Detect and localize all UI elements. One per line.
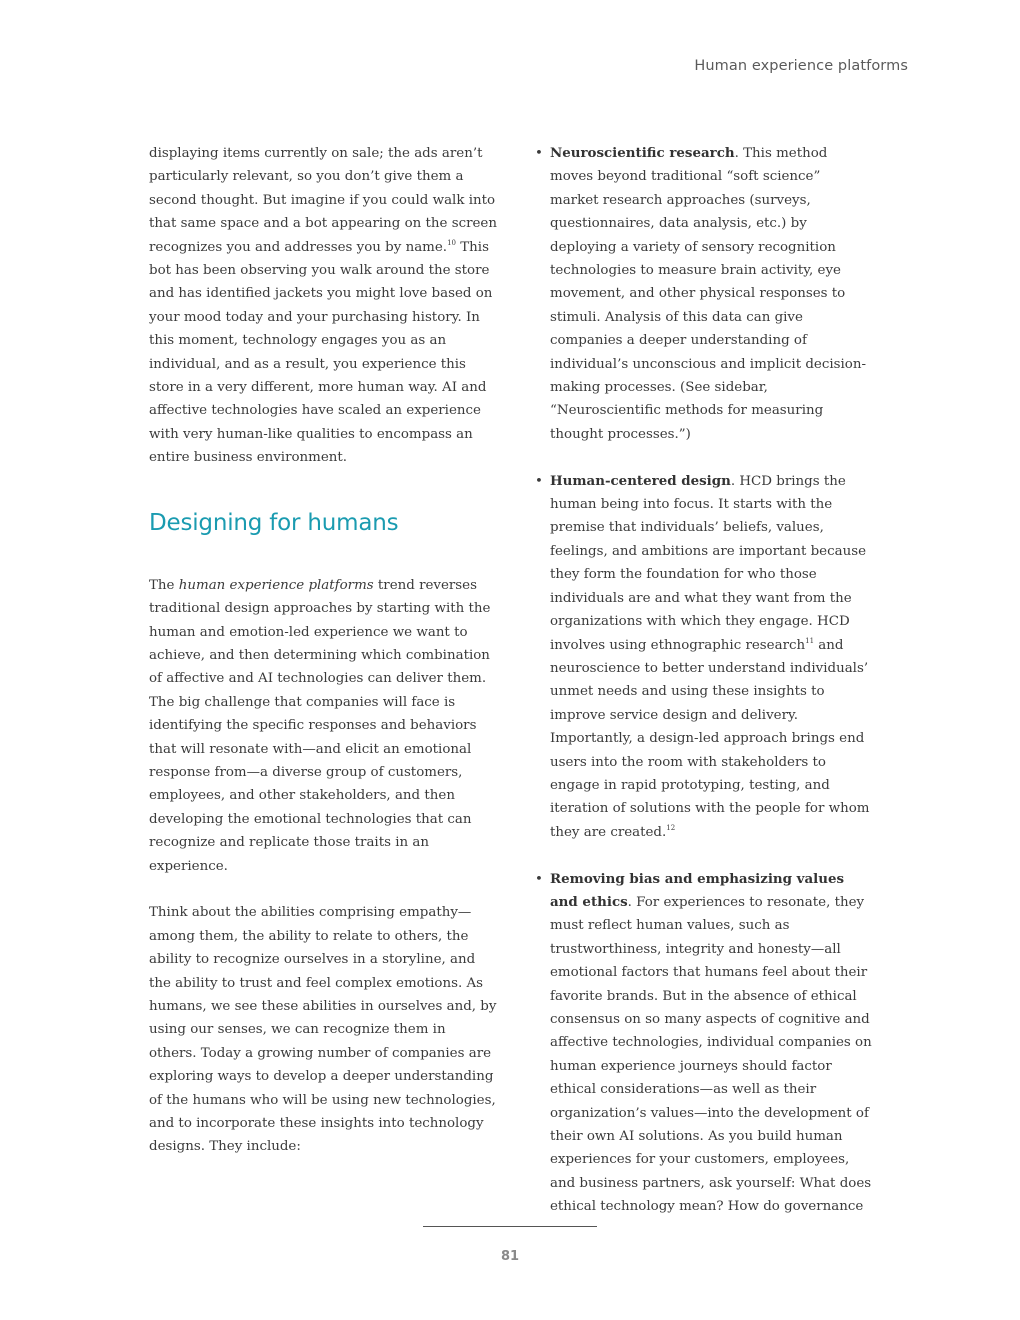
paragraph-intro xyxy=(149,142,497,470)
bullet-list xyxy=(533,142,873,1219)
footnote-ref[interactable]: 10 xyxy=(447,238,456,247)
page-number: 81 xyxy=(500,1249,520,1264)
list-item xyxy=(533,470,873,845)
running-header-title: Human experience platforms xyxy=(694,58,908,74)
bullet-text: . HCD brings the human being into focus. It starts with the premise that individuals’ beliefs, values, feelings, and ambitions are important because they form the foundation for who those individuals are and what they want from the organizations with which they engage. HCD involves using ethnographic research xyxy=(550,473,867,653)
paragraph-text: trend reverses traditional design approaches by starting with the human and emotion-led experience we want to achieve, and then determining which combination of affective and AI technologies can deliver them. The big challenge that companies will face is identifying the specific responses and behaviors that will resonate with—and elicit an emotional response from—a diverse group of customers, employees, and other stakeholders, and then developing the emotional technologies that can recognize and replicate those traits in an experience. xyxy=(149,577,491,874)
paragraph-text: displaying items currently on sale; the ads aren’t particularly relevant, so you don’t give them a second thought. But imagine if you could walk into that same space and a bot appearing on the screen recognizes you and addresses you by name. xyxy=(149,146,497,255)
paragraph-text: The xyxy=(149,577,179,593)
paragraph-trend xyxy=(149,574,497,878)
bullet-icon: • xyxy=(535,146,543,161)
footnote-ref[interactable]: 12 xyxy=(666,823,676,832)
emphasis-text: human experience platforms xyxy=(178,577,374,593)
footnote-ref[interactable]: 11 xyxy=(805,636,815,645)
bullet-title: Neuroscientific research xyxy=(550,145,735,161)
paragraph-empathy: Think about the abilities comprising empathy—among them, the ability to relate to others, the ability to recognize ourselves in a storyline, and the ability to trust and feel complex emotions. As humans, we see these abilities in ourselves and, by using our senses, we can recognize them in others. Today a growing number of companies are exploring ways to develop a deeper understanding of the humans who will be using new technologies, and to incorporate these insights into technology designs. They include: xyxy=(149,905,497,1155)
right-column xyxy=(533,142,873,1219)
bullet-title: Removing bias and emphasizing values and ethics xyxy=(550,870,845,910)
paragraph-text: This bot has been observing you walk around the store and has identified jackets you might love based on your mood today and your purchasing history. In this moment, technology engages you as an individual, and as a result, you experience this store in a very different, more human way. AI and affective technologies have scaled an experience with very human-like qualities to encompass an entire business environment. xyxy=(149,239,493,466)
list-item xyxy=(533,142,873,446)
bullet-title: Human-centered design xyxy=(550,472,731,489)
section-heading: Designing for humans xyxy=(149,509,399,536)
list-item xyxy=(533,868,873,1219)
bullet-text: . This method moves beyond traditional “soft science” market research approaches (surveys, questionnaires, data analysis, etc.) by deploying a variety of sensory recognition technologies to measure brain activity, eye movement, and other physical responses to stimuli. Analysis of this data can give companies a deeper understanding of individual’s unconscious and implicit decision-making processes. (See sidebar, “Neuroscientific methods for measuring thought processes.”) xyxy=(550,146,866,442)
left-column xyxy=(149,142,497,1159)
bullet-icon: • xyxy=(535,871,543,887)
bullet-text: . For experiences to resonate, they must reflect human values, such as trustworthiness, integrity and honesty—all emotional factors that humans feel about their favorite brands. But in the absence of ethical consensus on so many aspects of cognitive and affective technologies, individual companies on human experience journeys should factor ethical considerations—as well as their organization’s values—into the development of their own AI solutions. As you build human experiences for your customers, employees, and business partners, ask yourself: What does ethical technology mean? How do governance xyxy=(550,894,872,1215)
bullet-icon: • xyxy=(535,473,543,489)
bullet-text: and neuroscience to better understand individuals’ unmet needs and using these insights to improve service design and delivery. Importantly, a design-led approach brings end users into the room with stakeholders to engage in rapid prototyping, testing, and iteration of solutions with the people for whom they are created. xyxy=(550,637,870,840)
footer-divider xyxy=(423,1226,597,1227)
